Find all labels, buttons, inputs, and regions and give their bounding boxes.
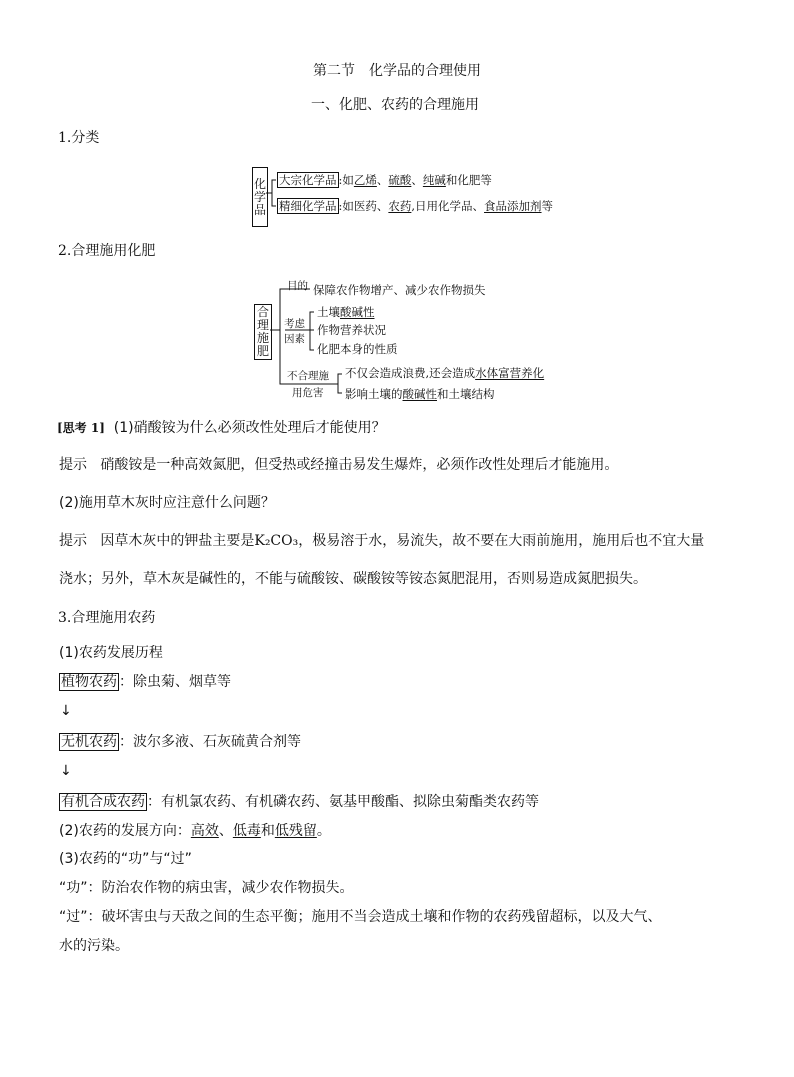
soda-term: 纯碱 [422, 173, 446, 187]
heading-pesticide: 3.合理施用农药 [58, 610, 156, 626]
stage-inorganic [59, 732, 301, 752]
factor-nutrition: 作物营养状况 [317, 323, 386, 337]
consider-label-2: 因素 [284, 333, 305, 345]
high-efficiency-term: 高效 [190, 823, 219, 839]
row-sep: :如 [338, 173, 354, 187]
pesticide-history-title: (1)农药发展历程 [59, 645, 163, 661]
sep: 、 [376, 173, 389, 187]
purpose-text: 保障农作物增产、减少农作物损失 [313, 283, 486, 297]
classify-root-char: 化 [253, 176, 266, 191]
acidity-term: 酸碱性 [402, 387, 437, 401]
hint-label: 提示 [59, 457, 87, 473]
organic-pesticide-label: 有机合成农药 [61, 794, 145, 810]
think-question-1 [57, 418, 386, 438]
think-q1: (1)硝酸铵为什么必须改性处理后才能使用？ [113, 420, 386, 436]
factor-soil [317, 305, 375, 319]
guo-text: “过”：破坏害虫与天敌之间的生态平衡；施用不当会造成土壤和作物的农药残留超标，以及大气、 [59, 909, 662, 925]
stage-text: ：除虫菊、烟草等 [119, 674, 231, 690]
stage-plant [59, 672, 231, 692]
sep: 、 [218, 823, 233, 839]
think-answer-1 [59, 455, 618, 475]
arrow-down-icon: ↓ [60, 703, 72, 719]
fert-root-char: 理 [256, 318, 269, 332]
fine-chemicals-label: 精细化学品 [279, 199, 337, 213]
heading-classify: 1.分类 [58, 130, 100, 146]
classify-root-char: 品 [253, 202, 266, 217]
heading-fertilizer: 2.合理施用化肥 [58, 243, 156, 259]
harm-label: 不合理施 [287, 370, 329, 382]
pesticide-direction [59, 821, 331, 841]
row-tail: 等 [541, 199, 554, 213]
gongguo-title: (3)农药的“功”与“过” [59, 851, 192, 867]
page-title: 第二节 化学品的合理使用 [313, 63, 481, 79]
sep: 、 [411, 173, 423, 187]
ethylene-term: 乙烯 [353, 173, 377, 187]
arrow-down-icon: ↓ [60, 763, 72, 779]
factor-fertilizer-nature: 化肥本身的性质 [317, 342, 398, 356]
fert-root-char: 合 [256, 305, 269, 319]
row-tail: 和化肥等 [445, 173, 492, 187]
think-answer-2 [59, 531, 704, 551]
and: 和 [260, 823, 275, 839]
think-q2: (2)施用草木灰时应注意什么问题？ [59, 495, 275, 511]
low-toxicity-term: 低毒 [232, 823, 261, 839]
hint-label: 提示 [59, 533, 87, 549]
hint-text: 硝酸铵是一种高效氮肥，但受热或经撞击易发生爆炸，必须作改性处理后才能施用。 [100, 457, 619, 473]
direction-pre: (2)农药的发展方向： [59, 823, 191, 839]
formula-k2co3: K₂CO₃ [254, 533, 299, 549]
factor-soil-a: 土壤 [317, 305, 340, 319]
think-tag: [思考 1] [57, 421, 105, 435]
harm-soil [345, 387, 495, 401]
hint-text: 因草木灰中的钾盐主要是 [100, 533, 255, 549]
period: 。 [316, 823, 331, 839]
harm-soil-c: 和土壤结构 [437, 387, 495, 401]
pesticide-term: 农药 [388, 199, 412, 213]
factor-soil-b: 酸碱性 [340, 305, 375, 319]
purpose-label: 目的 [287, 280, 308, 292]
stage-text: ：有机氯农药、有机磷农药、氨基甲酸酯、拟除虫菊酯类农药等 [147, 794, 539, 810]
consider-label: 考虑 [284, 318, 305, 330]
section-heading: 一、化肥、农药的合理施用 [311, 97, 479, 113]
low-residue-term: 低残留 [274, 823, 317, 839]
guo-text-line2: 水的污染。 [59, 938, 129, 954]
stage-text: ：波尔多液、石灰硫黄合剂等 [119, 734, 301, 750]
think-answer-2-line2: 浇水；另外，草木灰是碱性的，不能与硫酸铵、碳酸铵等铵态氮肥混用，否则易造成氮肥损失。 [59, 571, 647, 587]
stage-organic [59, 792, 539, 812]
harm-waste-a: 不仅会造成浪费,还会造成 [345, 366, 476, 380]
inorganic-pesticide-label: 无机农药 [61, 734, 117, 750]
harm-soil-a: 影响土壤的 [345, 387, 403, 401]
fert-root-char: 施 [256, 331, 269, 345]
gong-text: “功”：防治农作物的病虫害，减少农作物损失。 [59, 880, 354, 896]
bulk-chemicals-label: 大宗化学品 [279, 173, 337, 187]
plant-pesticide-label: 植物农药 [61, 674, 117, 690]
harm-label-2: 用危害 [292, 387, 324, 399]
food-additive-term: 食品添加剂 [484, 199, 542, 213]
row-sep: :如医药、 [338, 199, 389, 213]
eutrophication-term: 水体富营养化 [475, 366, 545, 380]
harm-waste [345, 366, 544, 380]
sulfuric-acid-term: 硫酸 [388, 173, 412, 187]
fert-root-char: 肥 [256, 344, 269, 358]
classify-root-char: 学 [253, 189, 266, 204]
row-mid: ,日用化学品、 [411, 199, 485, 213]
hint-text: ，极易溶于水，易流失，故不要在大雨前施用，施用后也不宜大量 [298, 533, 705, 549]
